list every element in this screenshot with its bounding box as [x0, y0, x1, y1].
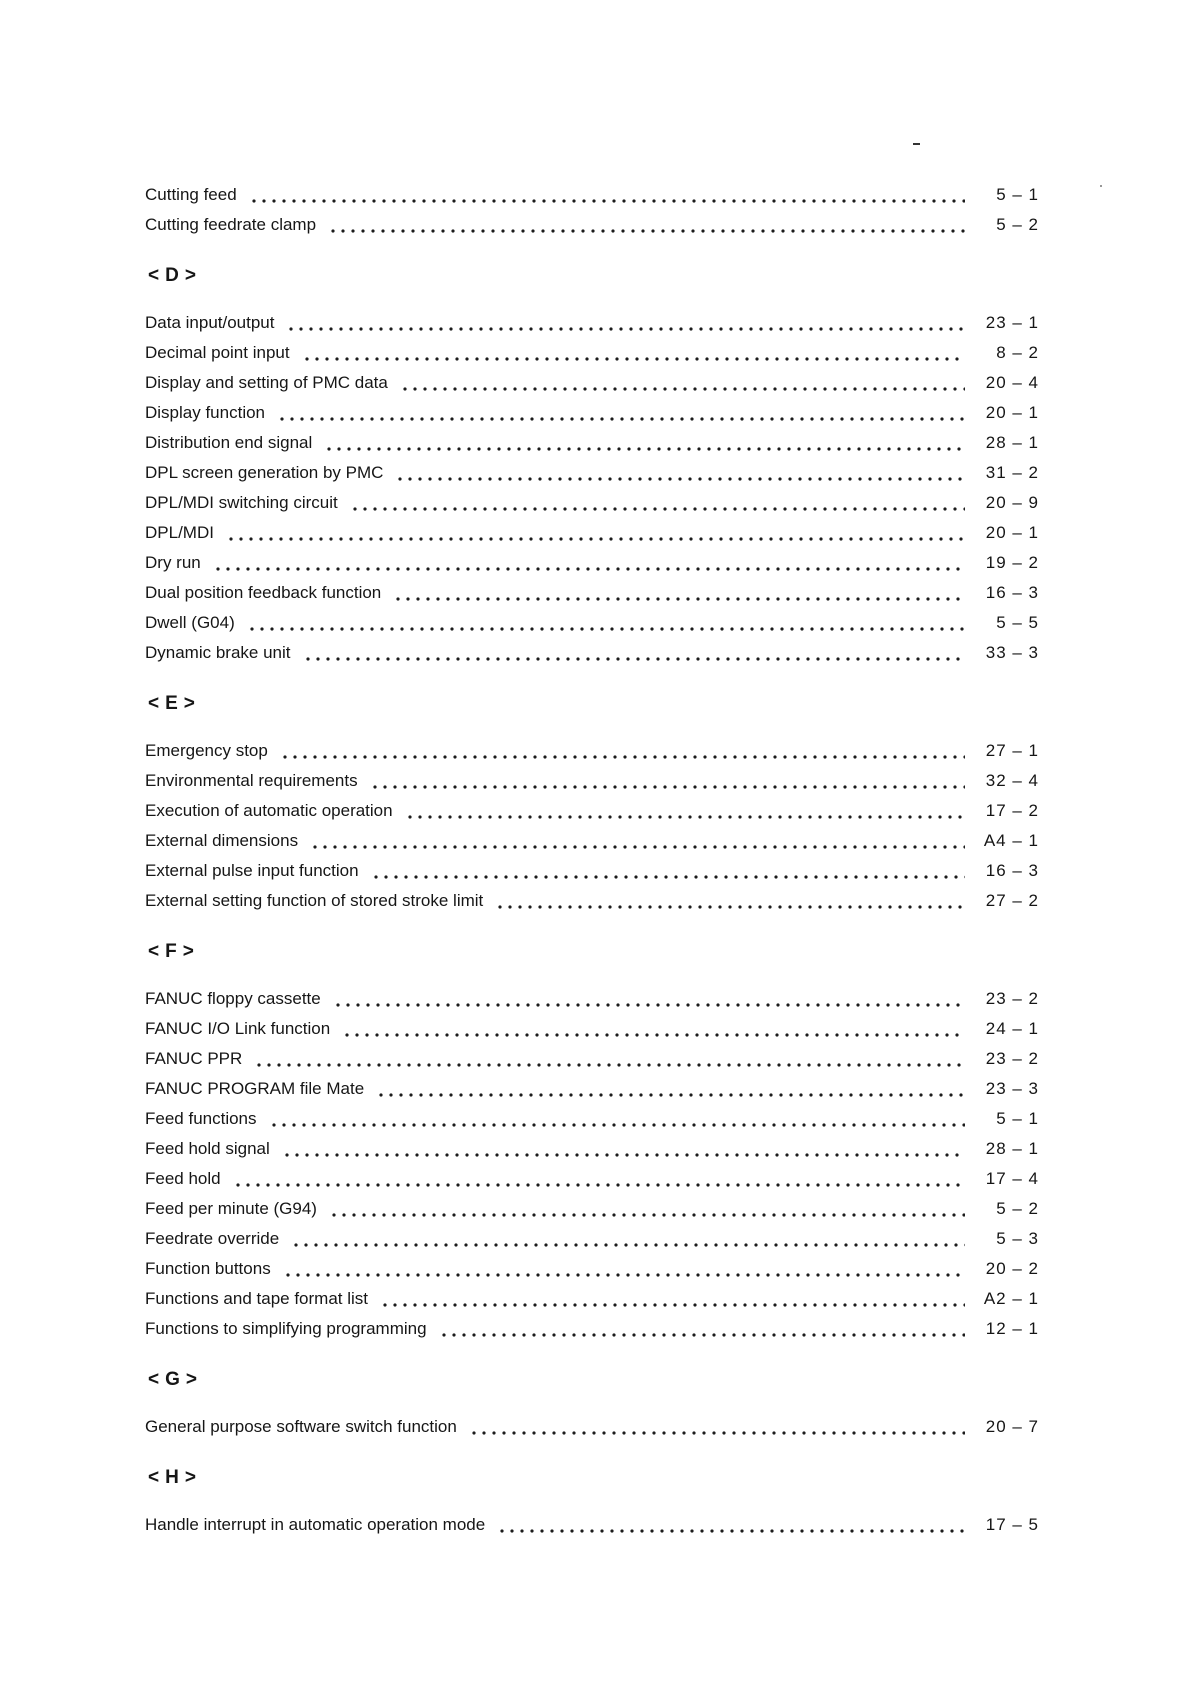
- page-reference: 31 – 2: [985, 463, 1039, 482]
- page-reference: A4 – 1: [983, 831, 1039, 850]
- index-entry: [145, 518, 1039, 548]
- dot-leader: [380, 1284, 965, 1314]
- page-reference: 23 – 1: [985, 313, 1039, 332]
- dot-leader: [277, 398, 965, 428]
- dot-leader: [395, 458, 965, 488]
- index-entry: [145, 368, 1039, 398]
- page-reference: 20 – 1: [985, 523, 1039, 542]
- entry-term: External setting function of stored stroke limit: [145, 891, 484, 910]
- page-reference: 28 – 1: [985, 433, 1039, 452]
- entry-term: Cutting feedrate clamp: [145, 215, 317, 234]
- page-reference: 8 – 2: [996, 343, 1039, 362]
- dot-leader: [303, 638, 965, 668]
- page-reference: 20 – 1: [985, 403, 1039, 422]
- index-entry: [145, 608, 1039, 638]
- dot-leader: [280, 736, 965, 766]
- index-section: [145, 937, 1039, 1344]
- index-entry: [145, 1314, 1039, 1344]
- scan-artifact-dot: [1100, 185, 1102, 187]
- index-entry: [145, 1044, 1039, 1074]
- dot-leader: [310, 826, 965, 856]
- entry-term: Feed functions: [145, 1109, 257, 1128]
- entry-term: Distribution end signal: [145, 433, 313, 452]
- index-entry: [145, 308, 1039, 338]
- page-reference: 20 – 9: [985, 493, 1039, 512]
- dot-leader: [342, 1014, 965, 1044]
- index-entry: [145, 1074, 1039, 1104]
- page-reference: 32 – 4: [985, 771, 1039, 790]
- entry-term: Cutting feed: [145, 185, 237, 204]
- entry-term: Functions and tape format list: [145, 1289, 369, 1308]
- page-reference: 17 – 5: [985, 1515, 1039, 1534]
- dot-leader: [350, 488, 965, 518]
- entry-term: Decimal point input: [145, 343, 290, 362]
- entry-term: FANUC I/O Link function: [145, 1019, 331, 1038]
- dot-leader: [302, 338, 965, 368]
- index-entry: [145, 1164, 1039, 1194]
- entry-term: FANUC PROGRAM file Mate: [145, 1079, 365, 1098]
- entry-term: Execution of automatic operation: [145, 801, 393, 820]
- page-reference: 28 – 1: [985, 1139, 1039, 1158]
- section-letter-heading: <D>: [148, 265, 202, 286]
- index-entry: [145, 638, 1039, 668]
- page-reference: 16 – 3: [985, 583, 1039, 602]
- dot-leader: [439, 1314, 965, 1344]
- entry-term: FANUC floppy cassette: [145, 989, 321, 1008]
- index-section: [145, 689, 1039, 916]
- index-entry: [145, 488, 1039, 518]
- page-reference: 17 – 4: [985, 1169, 1039, 1188]
- entry-term: Data input/output: [145, 313, 275, 332]
- dot-leader: [249, 180, 965, 210]
- page-reference: 20 – 7: [985, 1417, 1039, 1436]
- entry-term: Function buttons: [145, 1259, 271, 1278]
- dot-leader: [328, 210, 965, 240]
- entry-term: External pulse input function: [145, 861, 359, 880]
- page-reference: 5 – 2: [996, 215, 1039, 234]
- entry-term: Display function: [145, 403, 266, 422]
- dot-leader: [371, 856, 965, 886]
- index-entry: [145, 548, 1039, 578]
- page-reference: 20 – 4: [985, 373, 1039, 392]
- dot-leader: [329, 1194, 965, 1224]
- page-reference: 23 – 2: [985, 1049, 1039, 1068]
- entry-term: Dual position feedback function: [145, 583, 382, 602]
- page-reference: 20 – 2: [985, 1259, 1039, 1278]
- dot-leader: [405, 796, 965, 826]
- page-reference: 16 – 3: [985, 861, 1039, 880]
- dot-leader: [213, 548, 965, 578]
- page-reference: 33 – 3: [985, 643, 1039, 662]
- page-reference: A2 – 1: [983, 1289, 1039, 1308]
- dot-leader: [376, 1074, 965, 1104]
- alphabetical-index: [145, 180, 1039, 1540]
- index-entry: [145, 886, 1039, 916]
- scan-artifact-mark: [913, 143, 920, 145]
- dot-leader: [247, 608, 965, 638]
- dot-leader: [469, 1412, 965, 1442]
- index-entry: [145, 1134, 1039, 1164]
- dot-leader: [254, 1044, 965, 1074]
- page-reference: 23 – 2: [985, 989, 1039, 1008]
- section-letter-heading: <H>: [148, 1467, 202, 1488]
- dot-leader: [286, 308, 965, 338]
- index-entry: [145, 180, 1039, 210]
- index-entry: [145, 1194, 1039, 1224]
- entry-term: Handle interrupt in automatic operation mode: [145, 1515, 486, 1534]
- index-entry: [145, 1412, 1039, 1442]
- entry-term: Emergency stop: [145, 741, 268, 760]
- entry-term: General purpose software switch function: [145, 1417, 457, 1436]
- entry-term: External dimensions: [145, 831, 299, 850]
- index-entry: [145, 1284, 1039, 1314]
- index-entry: [145, 1254, 1039, 1284]
- page-reference: 24 – 1: [985, 1019, 1039, 1038]
- entry-term: DPL/MDI switching circuit: [145, 493, 338, 512]
- index-entry: [145, 1104, 1039, 1134]
- index-entry: [145, 1510, 1039, 1540]
- entry-term: DPL/MDI: [145, 523, 214, 542]
- dot-leader: [324, 428, 965, 458]
- dot-leader: [283, 1254, 965, 1284]
- page-reference: 5 – 5: [996, 613, 1039, 632]
- index-entry: [145, 1224, 1039, 1254]
- dot-leader: [333, 984, 965, 1014]
- entry-term: Display and setting of PMC data: [145, 373, 388, 392]
- index-entry: [145, 984, 1039, 1014]
- index-entry: [145, 766, 1039, 796]
- page-reference: 5 – 1: [996, 1109, 1039, 1128]
- entry-term: Functions to simplifying programming: [145, 1319, 427, 1338]
- entry-term: Dry run: [145, 553, 201, 572]
- dot-leader: [291, 1224, 965, 1254]
- dot-leader: [269, 1104, 965, 1134]
- section-letter-heading: <F>: [148, 941, 200, 962]
- index-entry: [145, 1014, 1039, 1044]
- page-reference: 5 – 1: [996, 185, 1039, 204]
- entry-term: DPL screen generation by PMC: [145, 463, 384, 482]
- entry-term: Feed per minute (G94): [145, 1199, 317, 1218]
- entry-term: Feed hold: [145, 1169, 221, 1188]
- page-reference: 5 – 3: [996, 1229, 1039, 1248]
- section-letter-heading: <E>: [148, 693, 201, 714]
- page-reference: 27 – 1: [985, 741, 1039, 760]
- dot-leader: [400, 368, 965, 398]
- section-letter-heading: <G>: [148, 1369, 203, 1390]
- page-reference: 19 – 2: [985, 553, 1039, 572]
- index-entry: [145, 210, 1039, 240]
- index-entry: [145, 458, 1039, 488]
- index-section: [145, 180, 1039, 240]
- dot-leader: [393, 578, 965, 608]
- index-entry: [145, 736, 1039, 766]
- dot-leader: [282, 1134, 965, 1164]
- dot-leader: [497, 1510, 965, 1540]
- index-entry: [145, 398, 1039, 428]
- entry-term: Dynamic brake unit: [145, 643, 291, 662]
- index-section: [145, 261, 1039, 668]
- index-entry: [145, 856, 1039, 886]
- index-section: [145, 1365, 1039, 1442]
- entry-term: Dwell (G04): [145, 613, 235, 632]
- dot-leader: [233, 1164, 965, 1194]
- page-reference: 23 – 3: [985, 1079, 1039, 1098]
- page-reference: 12 – 1: [985, 1319, 1039, 1338]
- index-entry: [145, 338, 1039, 368]
- index-entry: [145, 826, 1039, 856]
- entry-term: Feed hold signal: [145, 1139, 270, 1158]
- entry-term: Environmental requirements: [145, 771, 358, 790]
- index-entry: [145, 796, 1039, 826]
- page-reference: 5 – 2: [996, 1199, 1039, 1218]
- index-entry: [145, 428, 1039, 458]
- dot-leader: [370, 766, 965, 796]
- index-entry: [145, 578, 1039, 608]
- dot-leader: [495, 886, 965, 916]
- entry-term: FANUC PPR: [145, 1049, 243, 1068]
- entry-term: Feedrate override: [145, 1229, 280, 1248]
- page-reference: 27 – 2: [985, 891, 1039, 910]
- index-section: [145, 1463, 1039, 1540]
- page-reference: 17 – 2: [985, 801, 1039, 820]
- dot-leader: [226, 518, 965, 548]
